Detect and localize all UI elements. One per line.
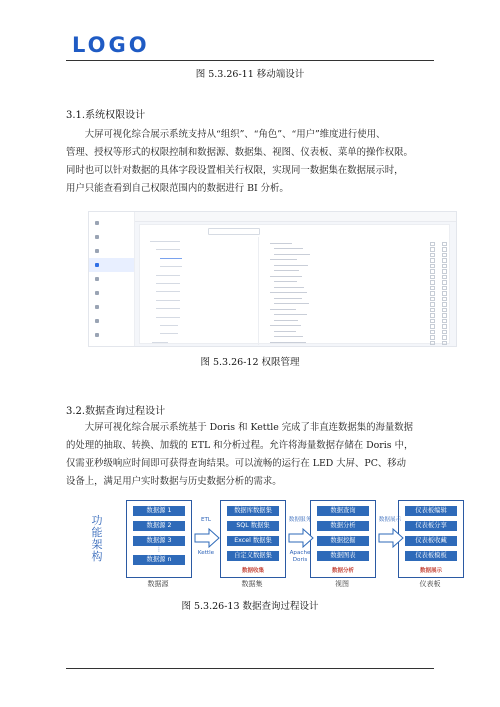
diagram-box: 数据图表 [317,551,369,561]
screenshot-search-box [208,228,260,235]
diagram-box: 仪表板编辑 [405,506,457,516]
row-text-placeholder [270,276,302,277]
row-text-placeholder [274,254,310,255]
paragraph-line: 同时也可以针对数据的具体字段设置相关行权限，实现同一数据集在数据展示时， [66,165,404,176]
flow-arrow-icon [378,527,404,549]
row-text-placeholder [274,336,303,337]
row-text-placeholder [274,281,297,282]
architecture-diagram [74,500,454,590]
sidebar-item [89,230,134,244]
sidebar-item [89,300,134,314]
diagram-column-label: 数据集 [241,580,263,588]
diagram-box: 数据分析 [317,521,369,531]
diagram-column [398,500,464,578]
sidebar-item [89,314,134,328]
diagram-column-label: 视图 [335,580,349,588]
paragraph-line: 大屏可视化综合展示系统支持从“组织”、“角色”、“用户”维度进行使用、 [84,129,386,140]
row-text-placeholder [274,298,302,299]
diagram-box: Excel 数据集 [227,536,279,546]
diagram-column [220,500,286,578]
row-text-placeholder [270,342,306,343]
diagram-box: 仪表板收藏 [405,536,457,546]
paragraph-line: 大屏可视化综合展示系统基于 Doris 和 Kettle 完成了非直连数据集的海量数据 [84,422,414,433]
diagram-box: 数据源 3 [133,536,185,546]
sidebar-item [89,216,134,230]
paragraph-line: 设备上，满足用户实时数据与历史数据分析的需求。 [66,476,282,487]
sidebar-item [89,328,134,342]
diagram-column-label: 数据源 [147,580,169,588]
row-text-placeholder [274,265,308,266]
row-text-placeholder [270,325,301,326]
row-text-placeholder [274,320,298,321]
sidebar-item [89,286,134,300]
row-text-placeholder [270,309,296,310]
paragraph-line: 的处理的抽取、转换、加载的 ETL 和分析过程。允许将海量数据存储在 Doris 中， [66,440,414,451]
diagram-footer-label: 数据收集 [241,568,264,574]
screenshot-tabbar [135,212,456,222]
row-text-placeholder [274,331,296,332]
panel-divider [258,237,259,345]
row-text-placeholder [274,287,304,288]
figure-caption-13: 图 5.3.26-13 数据查询过程设计 [181,601,319,612]
figure-caption-11: 图 5.3.26-11 移动端设计 [195,69,305,80]
paragraph-line: 仅需亚秒级响应时间即可获得查询结果。可以流畅的运行在 LED 大屏、PC、移动 [66,458,407,469]
flow-arrow-icon [194,527,220,549]
diagram-box: 自定义数据集 [227,551,279,561]
company-logo: LOGO [72,33,150,57]
sidebar-item [89,244,134,258]
diagram-footer-label: 数据分析 [331,568,354,574]
section-heading-permissions: 3.1.系统权限设计 [66,110,146,121]
section-body-query [66,419,434,491]
diagram-column [310,500,376,578]
sidebar-item-active [89,258,134,272]
row-text-placeholder [274,314,307,315]
diagram-box: 数据查询 [317,506,369,516]
diagram-box: SQL 数据集 [227,521,279,531]
diagram-box: 数据源 n [133,555,185,565]
flow-arrow-icon [288,527,314,549]
figure-caption-12: 图 5.3.26-12 权限管理 [200,357,300,368]
diagram-box: 数据挖掘 [317,536,369,546]
sidebar-item [89,272,134,286]
section-body-permissions [66,126,434,198]
paragraph-line: 管理、授权等形式的权限控制和数据源、数据集、视图、仪表板、菜单的操作权限。 [66,147,413,158]
section-heading-query: 3.2.数据查询过程设计 [66,406,166,417]
screenshot-permission-list [270,240,450,345]
diagram-ellipsis: ⋮ [156,546,162,553]
permission-row [270,339,450,345]
row-text-placeholder [270,243,292,244]
arrow-bottom-label: Kettle [197,550,215,556]
checkbox-icon [442,341,447,346]
screenshot-tree [150,239,250,347]
diagram-box: 数据源 1 [133,506,185,516]
screenshot-sidebar [89,212,135,346]
diagram-box: 仪表板模板 [405,551,457,561]
row-text-placeholder [270,259,297,260]
arrow-top-label: ETL [200,517,212,523]
arrow-top-label: 数据服务 [288,517,312,523]
row-text-placeholder [274,270,299,271]
paragraph-line: 用户只能查看到自己权限范围内的数据进行 BI 分析。 [66,183,289,194]
arrow-bottom-label: Apache Doris [289,550,311,563]
header-rule [66,60,434,61]
diagram-box: 仪表板分享 [405,521,457,531]
screenshot-panel [139,224,450,344]
row-text-placeholder [270,292,307,293]
checkbox-icon [430,341,435,346]
row-text-placeholder [274,248,303,249]
footer-rule [66,668,434,669]
permission-screenshot [88,211,457,347]
diagram-box: 数据库数据集 [227,506,279,516]
diagram-footer-label: 数据展示 [419,568,442,574]
row-text-placeholder [274,303,309,304]
diagram-box: 数据源 2 [133,521,185,531]
diagram-side-label: 功能架构 [91,514,103,563]
arrow-top-label: 数据展示 [378,517,402,523]
diagram-column [126,500,192,578]
diagram-column-label: 仪表板 [419,580,441,588]
